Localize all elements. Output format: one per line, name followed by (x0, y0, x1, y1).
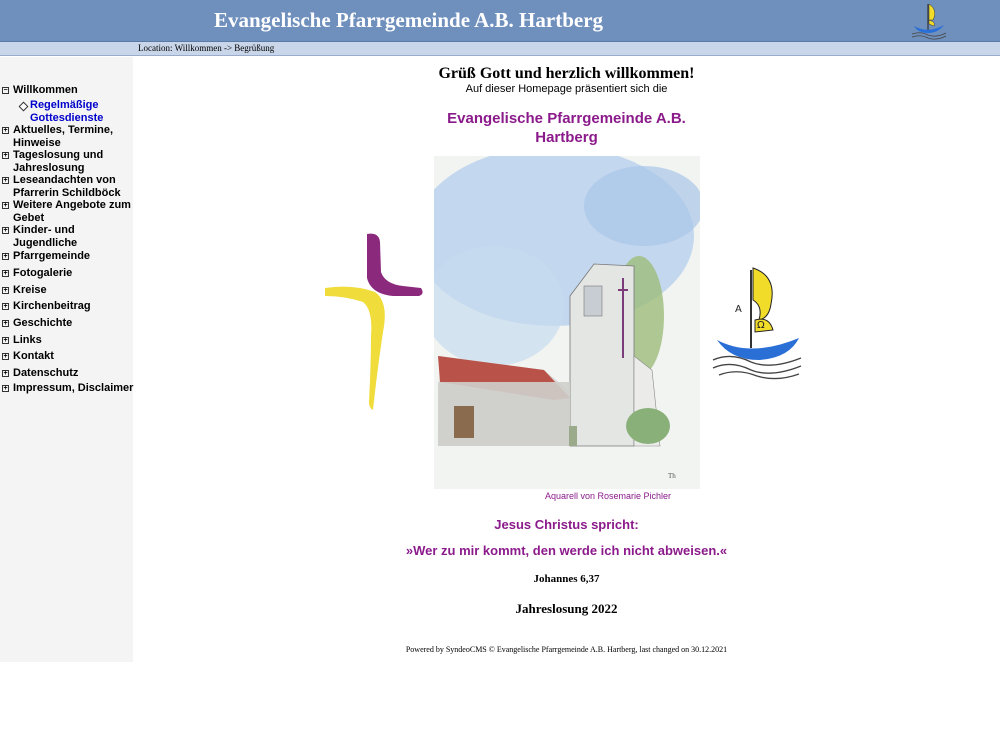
sidebar-item-links[interactable]: + Links (3, 334, 42, 346)
svg-text:A: A (735, 304, 742, 315)
expand-icon[interactable]: + (3, 152, 8, 159)
expand-icon[interactable]: + (3, 127, 8, 134)
painting-caption: Aquarell von Rosemarie Pichler (544, 491, 672, 501)
diamond-bullet-icon (19, 102, 29, 112)
collapse-icon[interactable]: − (3, 87, 8, 94)
site-header (0, 0, 1000, 42)
expand-icon[interactable]: + (3, 227, 8, 234)
sidebar-item-kontakt[interactable]: + Kontakt (3, 350, 54, 362)
bible-reference: Johannes 6,37 (533, 573, 600, 585)
sidebar-item-leseandachten[interactable]: + Leseandachten von Pfarrerin Schildböck (3, 174, 121, 199)
svg-text:Th: Th (668, 472, 676, 480)
sidebar-item-willkommen[interactable]: − Willkommen (3, 84, 78, 96)
church-watercolor-image[interactable] (434, 156, 700, 489)
sidebar-item-gebet[interactable]: + Weitere Angebote zum Gebet (3, 199, 131, 224)
jahreslosung-heading: Jahreslosung 2022 (515, 601, 618, 616)
boat-logo-icon[interactable] (908, 0, 950, 41)
svg-text:Ω: Ω (757, 320, 765, 331)
site-title: Evangelische Pfarrgemeinde A.B. Hartberg (214, 8, 604, 32)
expand-icon[interactable]: + (3, 270, 8, 277)
greeting-heading: Grüß Gott und herzlich willkommen! (438, 65, 695, 82)
cross-icon (323, 232, 428, 412)
location-bar (0, 42, 1000, 56)
sidebar-item-impressum[interactable]: + Impressum, Disclaimer (3, 382, 134, 394)
expand-icon[interactable]: + (3, 320, 8, 327)
expand-icon[interactable]: + (3, 177, 8, 184)
expand-icon[interactable]: + (3, 202, 8, 209)
intro-text: Auf dieser Homepage präsentiert sich die (465, 83, 668, 95)
main-content (133, 57, 1000, 662)
congregation-name: Evangelische Pfarrgemeinde A.B. Hartberg (447, 110, 686, 146)
sidebar-subitem-gottesdienste[interactable]: Regelmäßige Gottesdienste (18, 99, 128, 124)
expand-icon[interactable]: + (3, 370, 8, 377)
sidebar-item-datenschutz[interactable]: + Datenschutz (3, 367, 79, 379)
expand-icon[interactable]: + (3, 253, 8, 260)
expand-icon[interactable]: + (3, 303, 8, 310)
footer-text: Powered by SyndeoCMS © Evangelische Pfarrgemeinde A.B. Hartberg, last changed on 30.12.2021 (405, 645, 728, 654)
boat-logo-icon (711, 262, 806, 382)
breadcrumb: Location: Willkommen -> Begrüßung (138, 43, 275, 53)
sidebar-item-tageslosung[interactable]: + Tageslosung und Jahreslosung (3, 149, 104, 174)
expand-icon[interactable]: + (3, 287, 8, 294)
sidebar-item-kinder[interactable]: + Kinder- und Jugendliche (3, 224, 78, 249)
expand-icon[interactable]: + (3, 385, 8, 392)
sidebar-item-pfarrgemeinde[interactable]: + Pfarrgemeinde (3, 250, 91, 262)
sidebar-item-kreise[interactable]: + Kreise (3, 284, 47, 296)
jesus-says-heading: Jesus Christus spricht: (494, 517, 639, 532)
sidebar-item-aktuelles[interactable]: + Aktuelles, Termine, Hinweise (3, 124, 114, 149)
sidebar-item-geschichte[interactable]: + Geschichte (3, 317, 73, 329)
expand-icon[interactable]: + (3, 337, 8, 344)
sidebar-item-fotogalerie[interactable]: + Fotogalerie (3, 267, 73, 279)
expand-icon[interactable]: + (3, 353, 8, 360)
jahreslosung-quote: »Wer zu mir kommt, den werde ich nicht abweisen.« (405, 543, 728, 558)
sidebar-nav (0, 57, 133, 662)
sidebar-item-kirchenbeitrag[interactable]: + Kirchenbeitrag (3, 300, 91, 312)
